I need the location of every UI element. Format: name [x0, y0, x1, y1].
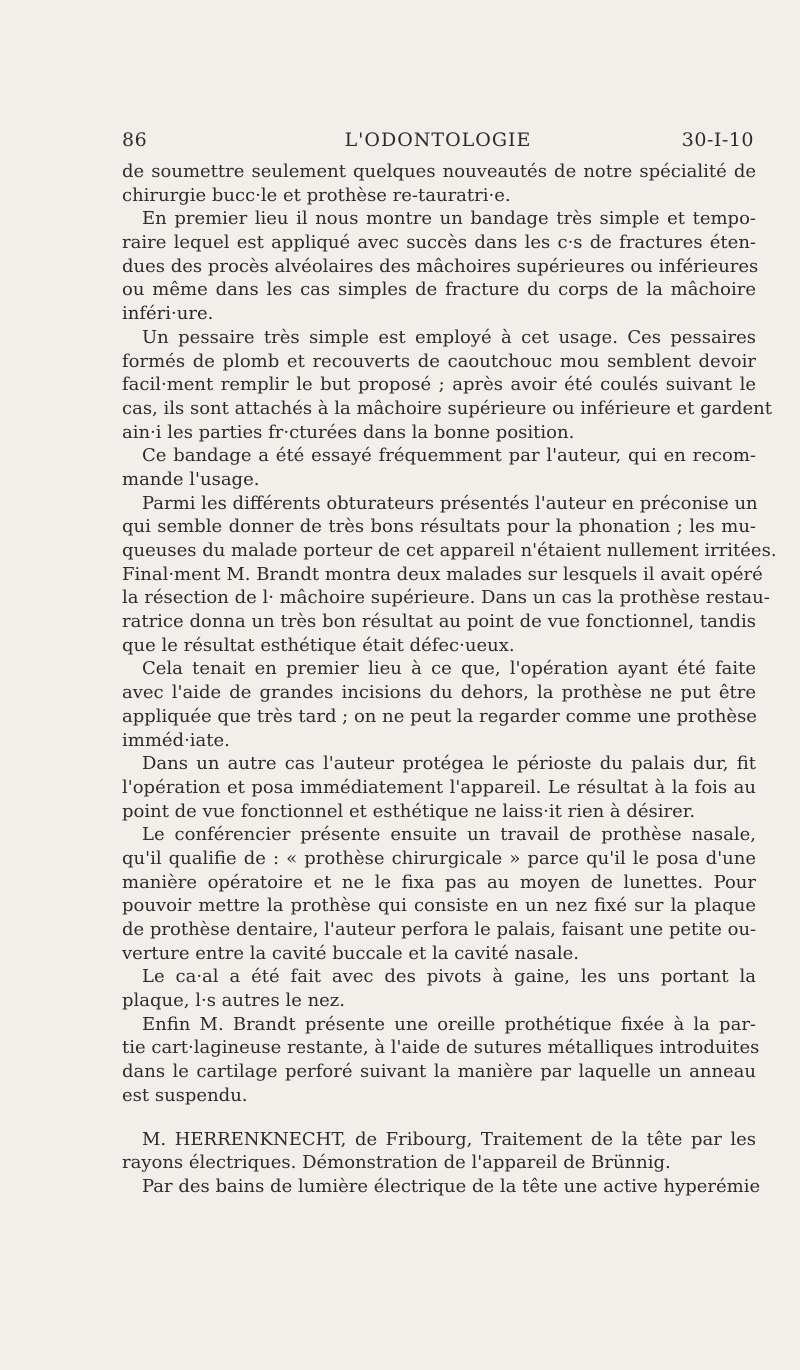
text-line: de soumettre seulement quelques nouveautés de notre spécialité de [122, 161, 756, 182]
text-line: pouvoir mettre la prothèse qui consiste en un nez fixé sur la plaque [122, 895, 756, 917]
text-line: tie cart·lagineuse restante, à l'aide de sutures métalliques introduites [122, 1037, 760, 1059]
text-line: point de vue fonctionnel et esthétique ne laiss·it rien à désirer. [122, 800, 696, 822]
text-line: de prothèse dentaire, l'auteur perfora le palais, faisant une petite ou- [122, 919, 757, 940]
journal-title: L'ODONTOLOGIE [344, 129, 532, 151]
text-line: la résection de l· mâchoire supérieure. Dans un cas la prothèse restau- [122, 587, 770, 609]
text-line: dues des procès alvéolaires des mâchoires supérieures ou inférieures [122, 255, 759, 277]
text-line: Dans un autre cas l'auteur protégea le périoste du palais dur, fit [142, 753, 756, 775]
text-line: avec l'aide de grandes incisions du dehors, la prothèse ne put être [122, 682, 756, 704]
page-number: 86 [122, 129, 148, 151]
issue-date: 30-I-10 [681, 129, 754, 151]
text-line: raire lequel est appliqué avec succès dans les c·s de fractures éten- [122, 232, 756, 254]
text-line: Parmi les différents obturateurs présentés l'auteur en préconise un [142, 492, 758, 514]
section-gap [122, 1108, 756, 1128]
text-line: ratrice donna un très bon résultat au point de vue fonctionnel, tandis [122, 611, 756, 633]
running-head [122, 129, 754, 155]
text-line: que le résultat esthétique était défec·ueux. [122, 634, 515, 656]
text-line: inféri·ure. [122, 303, 214, 325]
article-body [122, 160, 777, 1199]
text-line: est suspendu. [122, 1084, 248, 1106]
text-line: Enfin M. Brandt présente une oreille prothétique fixée à la par- [142, 1013, 756, 1035]
text-line: Par des bains de lumière électrique de la tête une active hyperémie [142, 1175, 761, 1197]
text-line: En premier lieu il nous montre un bandage très simple et tempo- [142, 208, 756, 230]
text-line: dans le cartilage perforé suivant la manière par laquelle un anneau [122, 1061, 756, 1083]
text-line: l'opération et posa immédiatement l'appareil. Le résultat à la fois au [122, 776, 756, 798]
text-line: ou même dans les cas simples de fracture du corps de la mâchoire [122, 279, 756, 301]
text-line: cas, ils sont attachés à la mâchoire supérieure ou inférieure et gardent [122, 397, 772, 419]
text-line: rayons électriques. Démonstration de l'appareil de Brünnig. [122, 1152, 671, 1174]
text-line: Ce bandage a été essayé fréquemment par l'auteur, qui en recom- [142, 445, 756, 467]
text-line: qu'il qualifie de : « prothèse chirurgicale » parce qu'il le posa d'une [122, 847, 756, 869]
text-line: manière opératoire et ne le fixa pas au moyen de lunettes. Pour [122, 871, 756, 893]
text-line: ain·i les parties fr·cturées dans la bonne position. [122, 421, 575, 443]
text-line: facil·ment remplir le but proposé ; après avoir été coulés suivant le [122, 374, 756, 396]
text-line: M. HERRENKNECHT, de Fribourg, Traitement de la tête par les [142, 1128, 756, 1150]
text-line: Le ca·al a été fait avec des pivots à gaine, les uns portant la [142, 966, 756, 988]
text-line: verture entre la cavité buccale et la cavité nasale. [122, 942, 579, 964]
text-line: mande l'usage. [122, 468, 260, 490]
text-line: qui semble donner de très bons résultats pour la phonation ; les mu- [122, 516, 756, 538]
text-line: Le conférencier présente ensuite un travail de prothèse nasale, [142, 824, 756, 846]
text-line: queuses du malade porteur de cet appareil n'étaient nullement irritées. [122, 540, 777, 561]
text-line: Un pessaire très simple est employé à cet usage. Ces pessaires [142, 326, 756, 348]
text-line: imméd·iate. [122, 729, 230, 751]
text-line: Cela tenait en premier lieu à ce que, l'opération ayant été faite [142, 658, 756, 680]
text-line: formés de plomb et recouverts de caoutchouc mou semblent devoir [122, 350, 756, 372]
text-line: Final·ment M. Brandt montra deux malades sur lesquels il avait opéré [122, 563, 763, 585]
text-line: plaque, l·s autres le nez. [122, 990, 346, 1012]
text-line: appliquée que très tard ; on ne peut la regarder comme une prothèse [122, 705, 757, 727]
text-line: chirurgie bucc·le et prothèse re-tauratri·e. [122, 184, 511, 206]
